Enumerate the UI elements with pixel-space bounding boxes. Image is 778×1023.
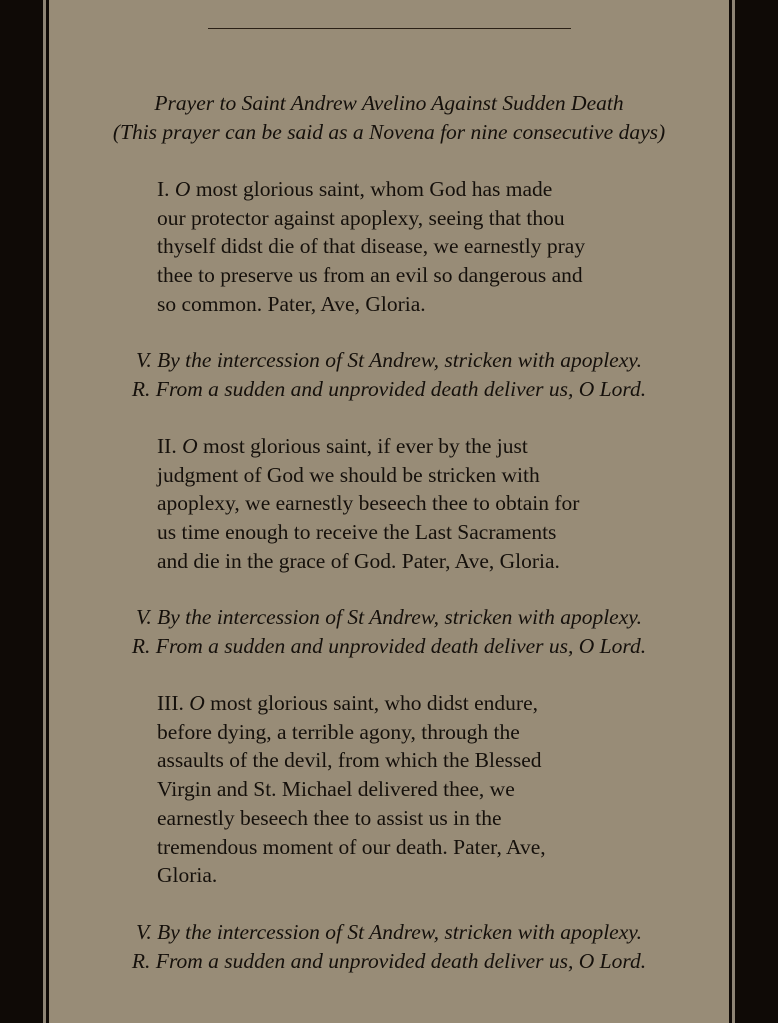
prayer-subtitle: (This prayer can be said as a Novena for nine consecutive days) xyxy=(112,119,666,144)
response-line: R. From a sudden and unprovided death deliver us, O Lord. xyxy=(131,633,647,658)
right-border-stripe-gray xyxy=(732,0,735,1023)
stanza-line xyxy=(157,432,657,461)
top-divider-rule xyxy=(208,28,571,29)
stanza-3 xyxy=(157,689,657,890)
stanza-line: Virgin and St. Michael delivered thee, we xyxy=(157,777,515,802)
stanza-line: our protector against apoplexy, seeing that thou xyxy=(157,205,565,230)
stanza-line: Gloria. xyxy=(157,863,218,888)
stanza-numeral: III. xyxy=(157,691,184,715)
stanza-1 xyxy=(157,175,657,319)
response-line: R. From a sudden and unprovided death deliver us, O Lord. xyxy=(131,376,647,401)
versicle-line: V. By the intercession of St Andrew, stricken with apoplexy. xyxy=(136,605,642,629)
stanza-line: us time enough to receive the Last Sacraments xyxy=(157,520,557,545)
stanza-line: before dying, a terrible agony, through the xyxy=(157,719,520,744)
versicle-response-1 xyxy=(49,346,729,403)
stanza-line-text: most glorious saint, who didst endure, xyxy=(204,691,538,715)
stanza-line: judgment of God we should be stricken with xyxy=(157,462,540,487)
stanza-line-text: most glorious saint, if ever by the just xyxy=(197,434,528,458)
stanza-line: thee to preserve us from an evil so dangerous and xyxy=(157,263,583,288)
stanza-line: thyself didst die of that disease, we earnestly pray xyxy=(157,234,586,259)
stanza-line: tremendous moment of our death. Pater, Ave, xyxy=(157,834,546,859)
stanza-line: assaults of the devil, from which the Blessed xyxy=(157,748,542,773)
prayer-title: Prayer to Saint Andrew Avelino Against Sudden Death xyxy=(154,91,624,115)
stanza-line: and die in the grace of God. Pater, Ave, Gloria. xyxy=(157,548,560,573)
stanza-line: earnestly beseech thee to assist us in the xyxy=(157,805,502,830)
versicle-line: V. By the intercession of St Andrew, stricken with apoplexy. xyxy=(136,348,642,372)
stanza-line xyxy=(157,689,657,718)
stanza-2 xyxy=(157,432,657,576)
stanza-invocation: O xyxy=(189,691,205,715)
stanza-line: so common. Pater, Ave, Gloria. xyxy=(157,291,426,316)
stanza-numeral: I. xyxy=(157,177,170,201)
stanza-numeral: II. xyxy=(157,434,177,458)
stanza-line xyxy=(157,175,657,204)
prayer-panel xyxy=(49,0,729,1023)
versicle-line: V. By the intercession of St Andrew, stricken with apoplexy. xyxy=(136,920,642,944)
versicle-response-2 xyxy=(49,603,729,660)
versicle-response-3 xyxy=(49,918,729,975)
prayer-heading xyxy=(49,89,729,146)
stanza-line: apoplexy, we earnestly beseech thee to obtain for xyxy=(157,491,580,516)
response-line: R. From a sudden and unprovided death deliver us, O Lord. xyxy=(131,948,647,973)
stanza-invocation: O xyxy=(174,177,191,201)
stanza-line-text: most glorious saint, whom God has made xyxy=(190,177,553,201)
stanza-invocation: O xyxy=(182,434,198,458)
